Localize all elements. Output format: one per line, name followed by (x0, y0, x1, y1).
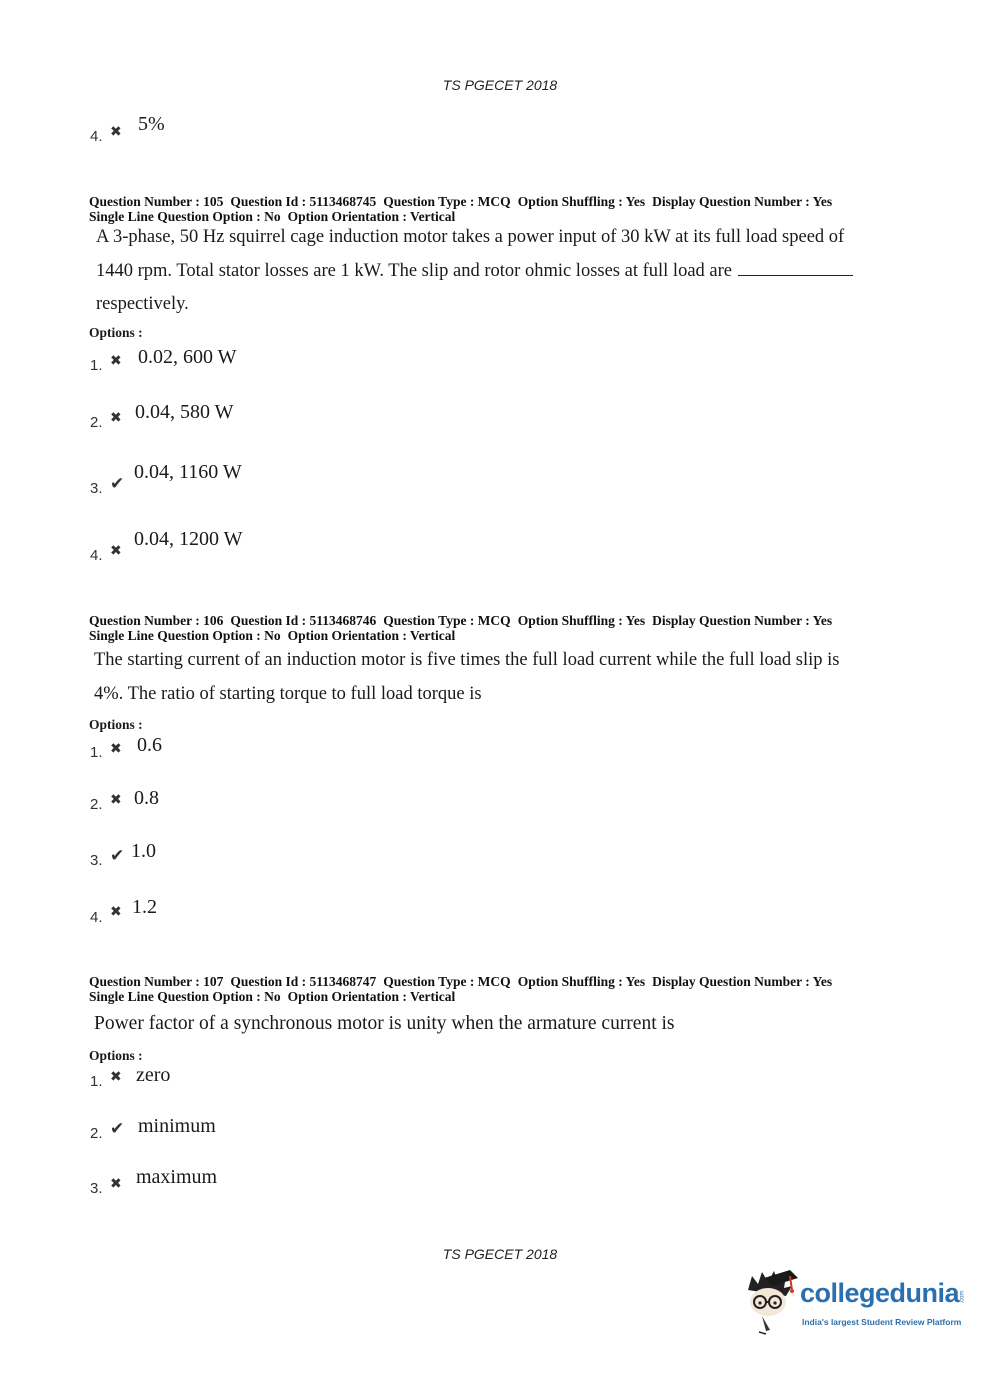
option-number: 3. (90, 480, 103, 497)
option-text: 0.6 (137, 734, 162, 756)
option-number: 1. (90, 1073, 103, 1090)
check-icon: ✔ (110, 846, 125, 865)
cross-icon: ✖ (110, 125, 122, 140)
option-text: 0.8 (134, 787, 159, 809)
cross-icon: ✖ (110, 793, 122, 808)
option-text: zero (136, 1064, 171, 1086)
cross-icon: ✖ (110, 544, 122, 559)
check-icon: ✔ (110, 1119, 125, 1138)
option-number: 2. (90, 796, 103, 813)
option-number: 1. (90, 357, 103, 374)
option-number: 1. (90, 744, 103, 761)
question-meta: Question Number : 105 Question Id : 5113468745 Question Type : MCQ Option Shuffling : Yes Display Question Number : Yes Single Line Question Option : No Option Orientation : Vertical (89, 194, 833, 224)
option-number: 2. (90, 1125, 103, 1142)
cross-icon: ✖ (110, 742, 122, 757)
page-footer: TS PGECET 2018 (442, 1246, 558, 1262)
option-text: 5% (138, 113, 165, 135)
collegedunia-logo (742, 1268, 972, 1338)
cross-icon: ✖ (110, 1177, 122, 1192)
cross-icon: ✖ (110, 1070, 122, 1085)
options-label: Options : (89, 717, 143, 732)
question-meta: Question Number : 106 Question Id : 5113468746 Question Type : MCQ Option Shuffling : Yes Display Question Number : Yes Single Line Question Option : No Option Orientation : Vertical (89, 613, 833, 643)
question-text-line: respectively. (96, 294, 189, 314)
option-number: 4. (90, 547, 103, 564)
question-text-line: Power factor of a synchronous motor is unity when the armature current is (94, 1013, 675, 1034)
option-number: 3. (90, 852, 103, 869)
option-text: 0.02, 600 W (138, 346, 237, 368)
option-number: 4. (90, 128, 103, 145)
question-text-line: The starting current of an induction motor is five times the full load current while the full load slip is (94, 650, 840, 670)
question-text-line: 4%. The ratio of starting torque to full load torque is (94, 684, 482, 704)
page-header: TS PGECET 2018 (442, 77, 558, 93)
logo-domain: .com (959, 1290, 966, 1304)
option-text: 0.04, 1200 W (134, 528, 243, 550)
option-text: minimum (138, 1115, 216, 1137)
check-icon: ✔ (110, 474, 125, 493)
option-number: 4. (90, 909, 103, 926)
question-text-line: 1440 rpm. Total stator losses are 1 kW. The slip and rotor ohmic losses at full load are (96, 261, 853, 282)
logo-tagline: India's largest Student Review Platform (802, 1317, 962, 1327)
option-text: 0.04, 580 W (135, 401, 234, 423)
cross-icon: ✖ (110, 411, 122, 426)
answer-blank (738, 275, 853, 276)
options-label: Options : (89, 325, 143, 340)
cross-icon: ✖ (110, 905, 122, 920)
option-text: maximum (136, 1166, 218, 1188)
option-number: 2. (90, 414, 103, 431)
logo-wordmark: collegedunia (800, 1278, 960, 1308)
option-text: 1.2 (132, 896, 157, 918)
cross-icon: ✖ (110, 354, 122, 369)
option-text: 1.0 (131, 840, 156, 862)
question-text-line: A 3-phase, 50 Hz squirrel cage induction motor takes a power input of 30 kW at its full load speed of (96, 227, 845, 247)
question-meta: Question Number : 107 Question Id : 5113468747 Question Type : MCQ Option Shuffling : Yes Display Question Number : Yes Single Line Question Option : No Option Orientation : Vertical (89, 974, 833, 1004)
options-label: Options : (89, 1048, 143, 1063)
mascot-icon (742, 1268, 802, 1338)
option-number: 3. (90, 1180, 103, 1197)
option-text: 0.04, 1160 W (134, 461, 242, 483)
